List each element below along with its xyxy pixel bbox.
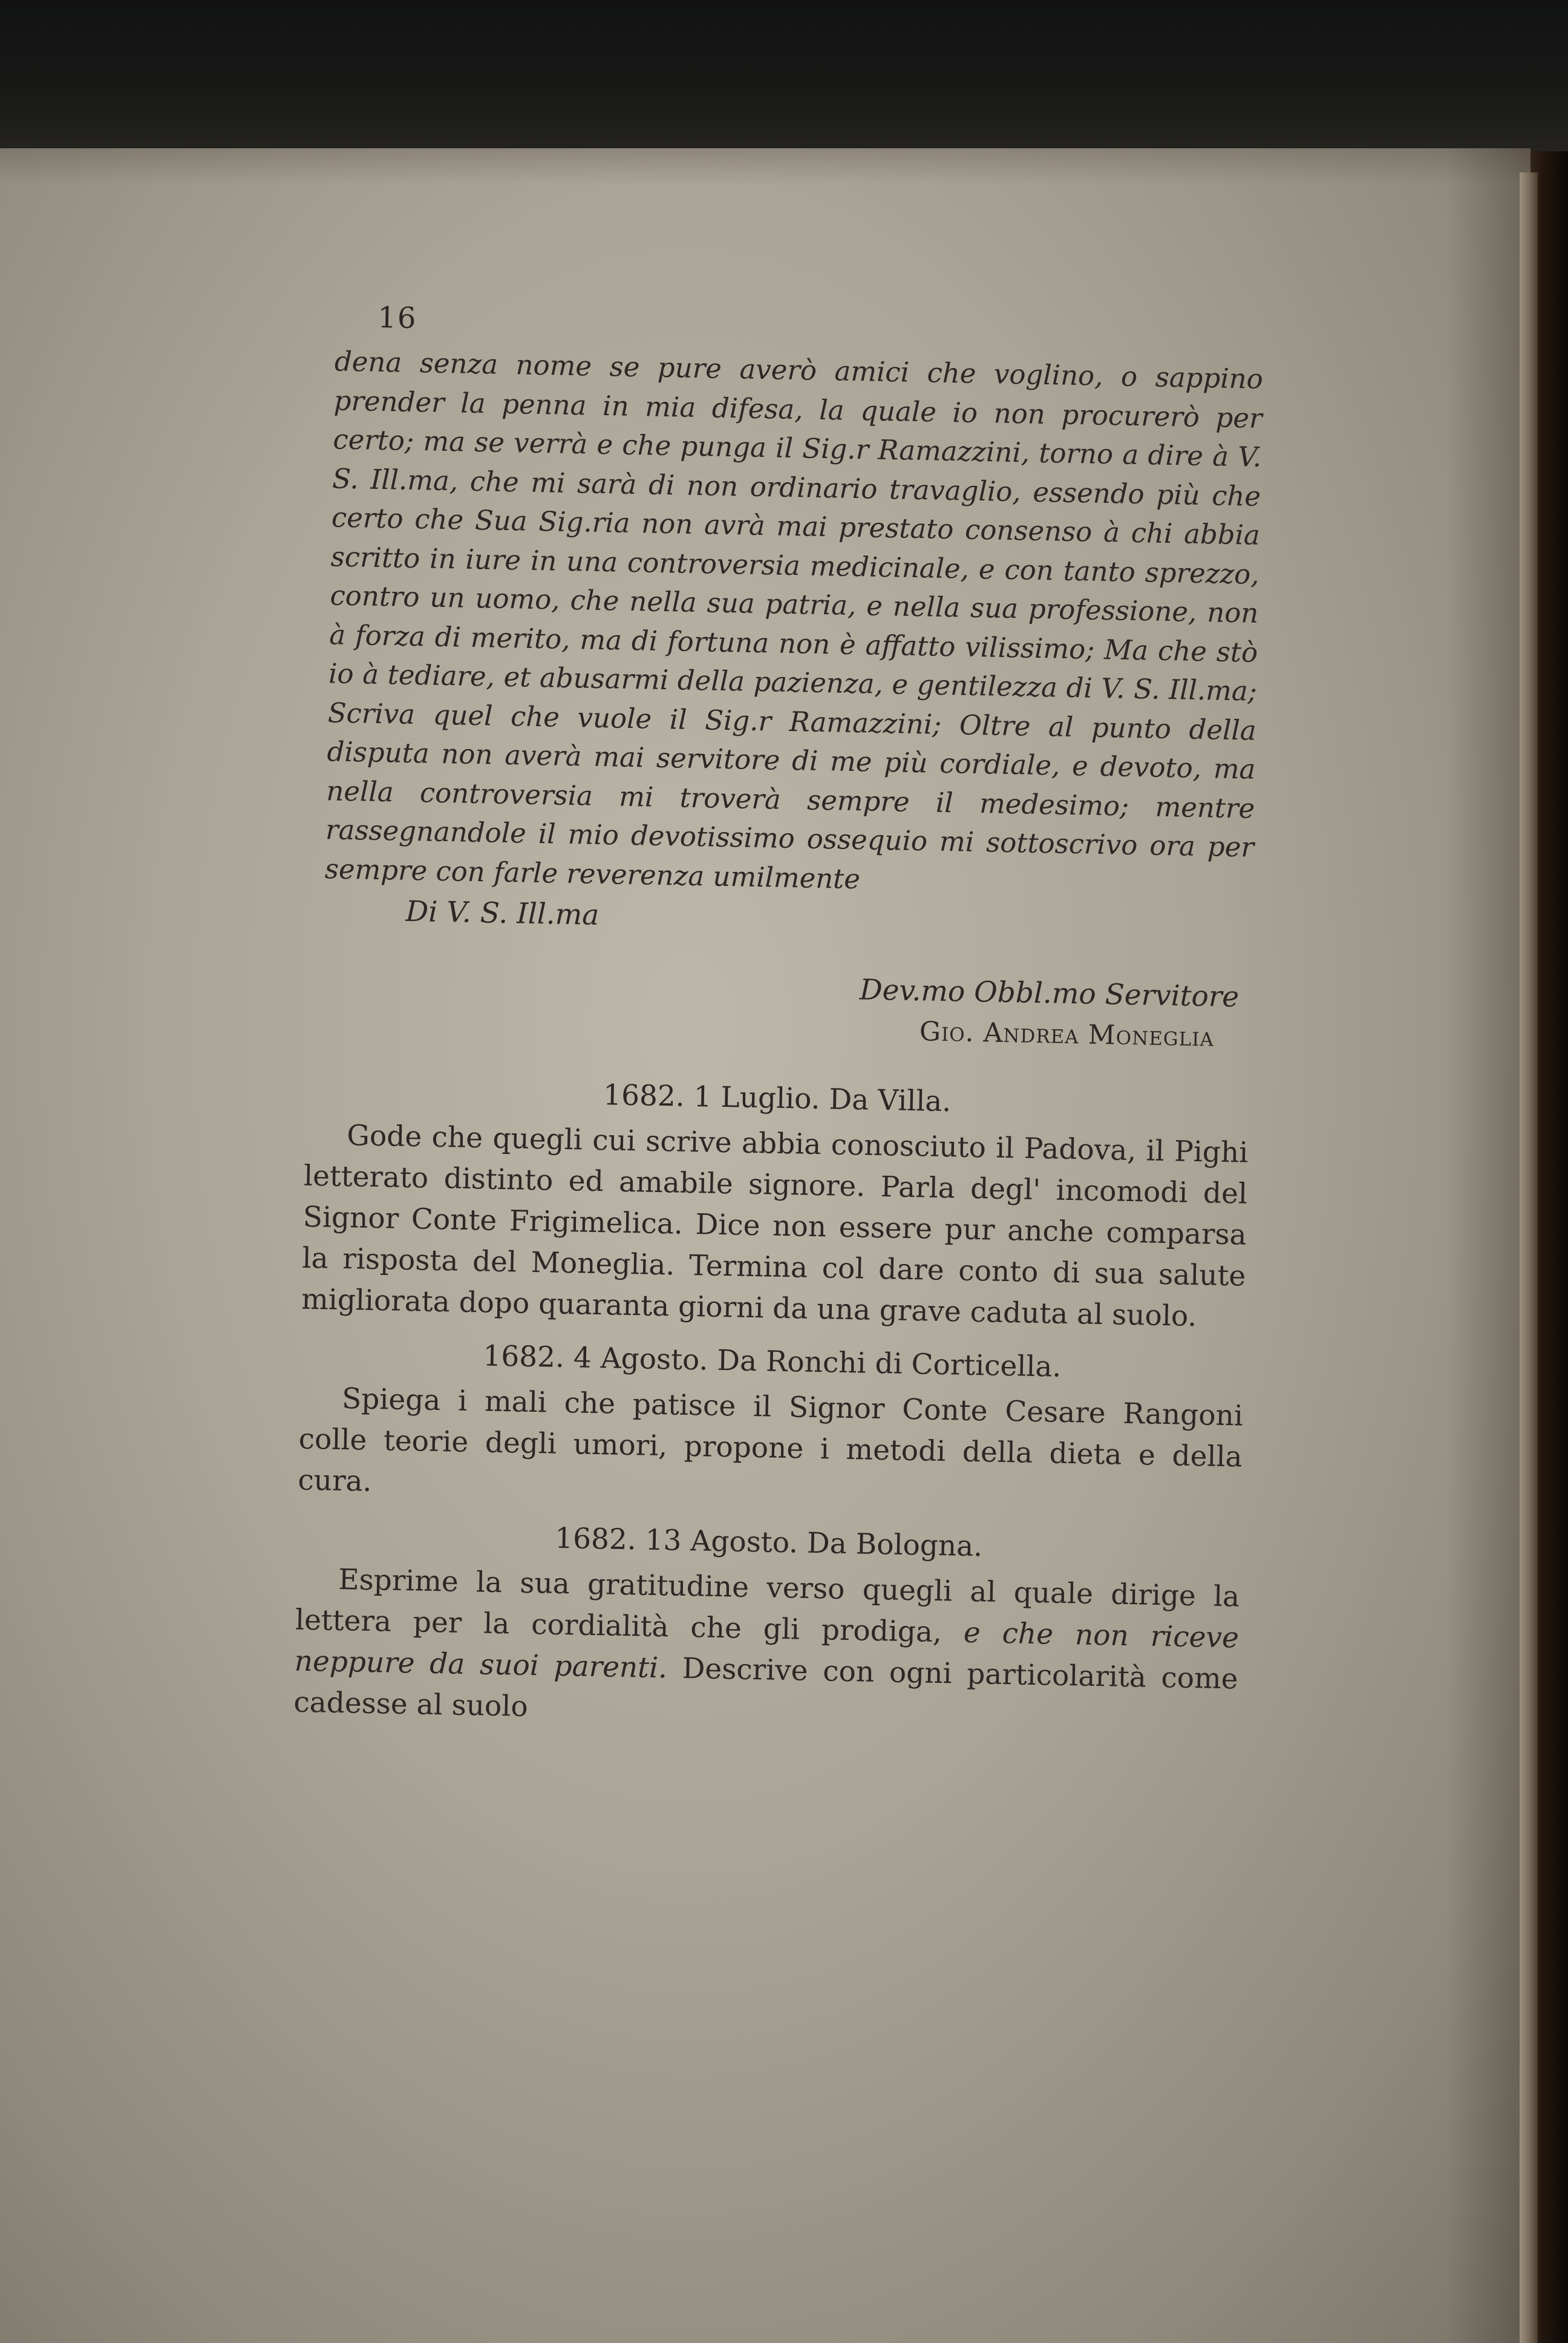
- entry-body: Spiega i mali che patisce il Signor Conte Cesare Rangoni colle teorie degli umori, propone i metodi della dieta e della cura.: [298, 1382, 1244, 1498]
- page-shadow-top: [0, 148, 1530, 185]
- signature-name: Gio. Andrea Moneglia: [919, 1016, 1215, 1053]
- letter-salutation: Di V. S. Ill.ma: [405, 894, 599, 932]
- signature-title: Dev.mo Obbl.mo Servitore: [859, 973, 1240, 1014]
- entry-body: Gode che quegli cui scrive abbia conosciuto il Padova, il Pighi letterato distinto ed amabile signore. Parla degl' incomodi del Signor Conte Frigimelica. Dice non essere pur anche comparsa la risposta del Moneglia. Termina col dare conto di sua salute migliorata dopo quaranta giorni da una grave caduta al suolo.: [301, 1119, 1249, 1334]
- entry-heading: 1682. 13 Agosto. Da Bologna.: [554, 1521, 983, 1564]
- page-text: [293, 300, 1264, 1742]
- entry-body-text: Esprime la sua gratitudine verso quegli al quale dirige la lettera per la cordialità che gli prodiga,: [295, 1562, 1240, 1650]
- entry-heading: 1682. 1 Luglio. Da Villa.: [603, 1078, 952, 1119]
- page-stack-edge: [1520, 172, 1538, 2343]
- entry-body-text: Descrive con ogni particolarità come cadesse al suolo: [293, 1651, 1239, 1724]
- entry-heading: 1682. 4 Agosto. Da Ronchi di Corticella.: [482, 1339, 1062, 1384]
- entry-body-italic-text: e che non riceve neppure da suoi parenti.: [294, 1616, 1240, 1685]
- entry-body: [293, 1559, 1240, 1742]
- page-shadow-right: [1446, 148, 1530, 2343]
- letter-body: dena senza nome se pure averò amici che voglino, o sappino prender la penna in mia difesa, la quale io non procurerò per certo; ma se verrà e che punga il Sig.r Ramazzini, torno a dire à V. S. Ill.ma, che mi sarà di non ordinario travaglio, essendo più che certo che Sua Sig.ria non avrà mai prestato consenso à chi abbia scritto in iure in una controversia medicinale, e con tanto sprezzo, contro un uomo, che nella sua patria, e nella sua professione, non à forza di merito, ma di fortuna non è affatto vilissimo; Ma che stò io à tediare, et abusarmi della pazienza, e gentilezza di V. S. Ill.ma; Scriva quel che vuole il Sig.r Ramazzini; Oltre al punto della disputa non averà mai servitore di me più cordiale, e devoto, ma nella controversia mi troverà sempre il medesimo; mentre rassegnandole il mio devotissimo ossequio mi sottoscrivo ora per sempre con farle reverenza umilmente: [324, 345, 1264, 895]
- page-number: 16: [377, 300, 418, 336]
